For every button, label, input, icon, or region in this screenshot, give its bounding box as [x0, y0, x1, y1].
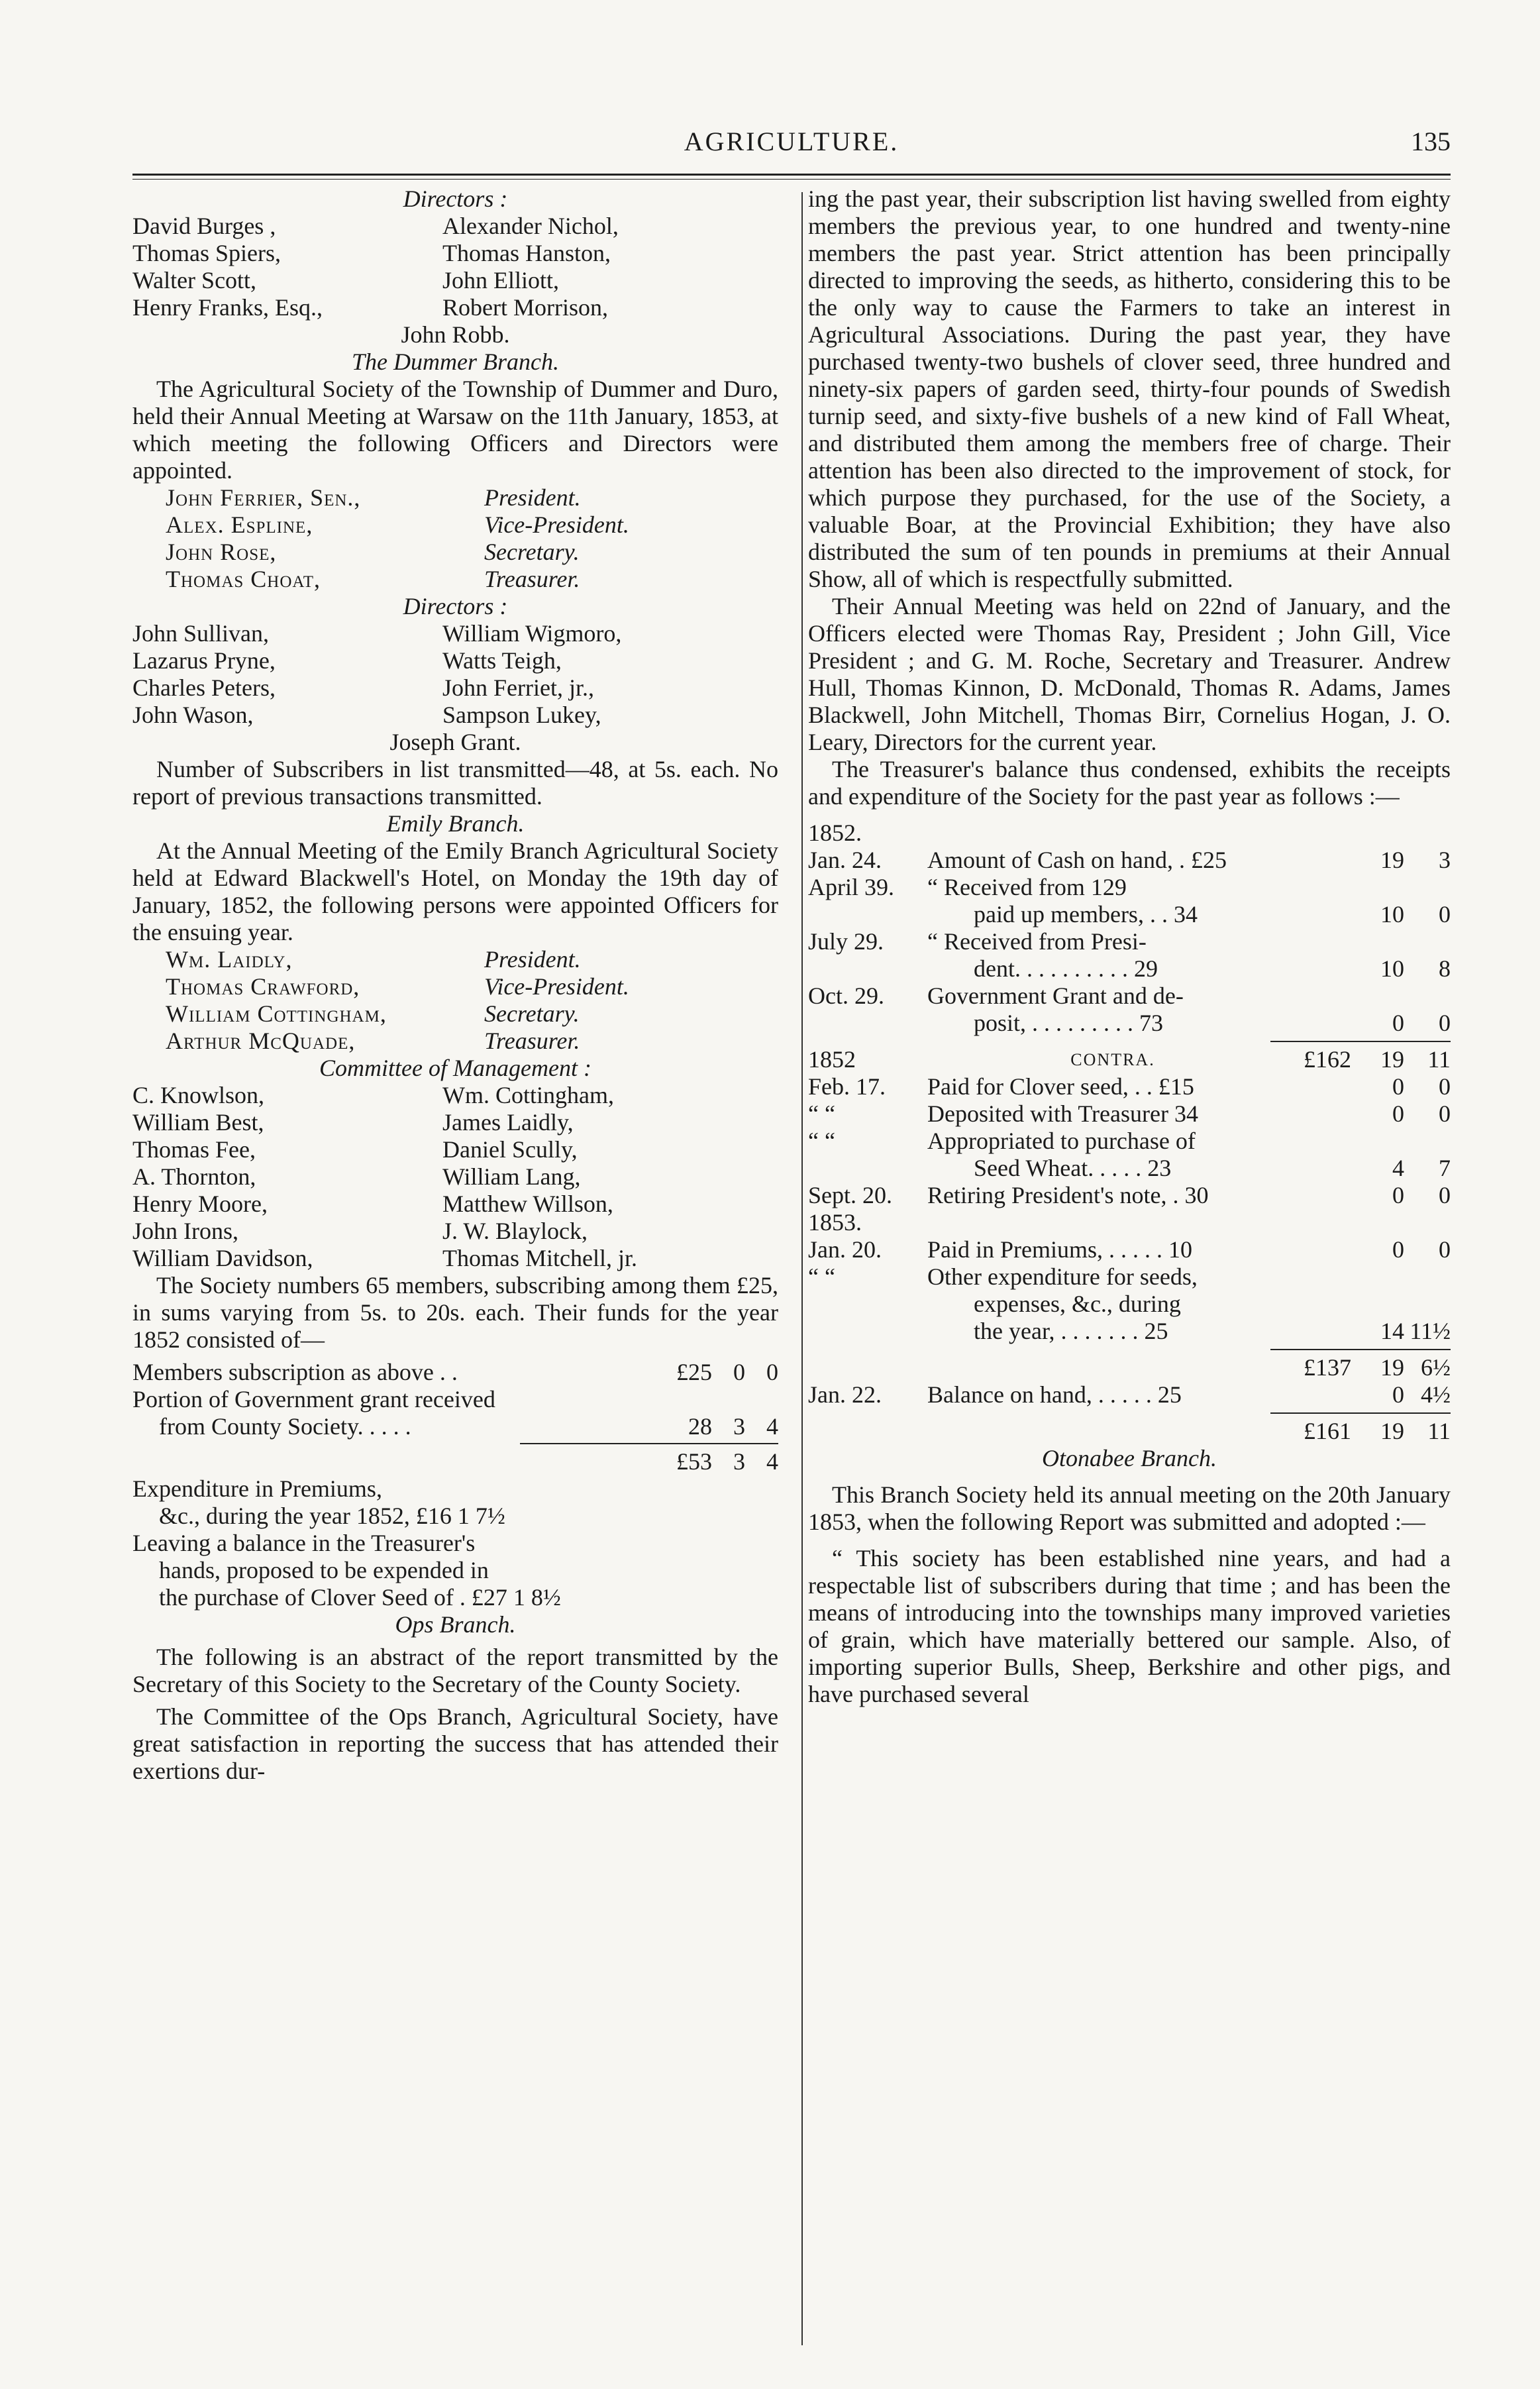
- ledger-desc: posit, . . . . . . . . . 73: [974, 1010, 1164, 1036]
- ledger-pounds: [1298, 1073, 1351, 1100]
- committee-member-name: Thomas Fee,: [132, 1136, 256, 1163]
- ledger-date: July 29.: [808, 928, 884, 955]
- ledger-pounds: £53: [676, 1448, 712, 1475]
- director-name: Lazarus Pryne,: [132, 647, 276, 674]
- ledger-pence: [1404, 1209, 1451, 1236]
- officer-name: Thomas Crawford,: [166, 973, 360, 1000]
- ledger-shillings: [1351, 1291, 1404, 1318]
- ledger-shillings: 0: [1392, 1182, 1404, 1208]
- ledger-pence: 8: [1439, 955, 1451, 982]
- ledger-shillings: 3: [733, 1413, 745, 1440]
- ledger-shillings: [1351, 1263, 1404, 1291]
- ledger-shillings: [1351, 928, 1404, 955]
- committee-member-name: James Laidly,: [442, 1109, 574, 1136]
- sum-rule: [520, 1443, 778, 1444]
- emily-officers: [132, 946, 778, 1055]
- committee-heading: Committee of Management :: [319, 1055, 591, 1081]
- ledger-pence: 11½: [1410, 1318, 1451, 1344]
- ledger-desc: Deposited with Treasurer 34: [927, 1100, 1198, 1127]
- ledger-desc: Balance on hand, . . . . . 25: [927, 1381, 1182, 1408]
- director-name: John Robb.: [401, 321, 510, 348]
- ledger-pounds: [662, 1386, 712, 1413]
- ledger-date: [808, 1291, 927, 1318]
- left-column: [132, 186, 778, 1785]
- ledger-pounds: [1298, 901, 1351, 928]
- ledger-pence: [1404, 1263, 1451, 1291]
- ledger-desc: Amount of Cash on hand, . £25: [927, 847, 1227, 873]
- ledger-date: [808, 901, 927, 928]
- ledger-pounds: £161: [1304, 1418, 1351, 1444]
- director-name: Watts Teigh,: [442, 647, 562, 674]
- otonabee-paragraph: This Branch Society held its annual meeting on the 20th January 1853, when the following Report was submitted and adopted :—: [808, 1481, 1451, 1535]
- ledger-pence: 3: [1439, 847, 1451, 873]
- ledger-pence: [1404, 982, 1451, 1010]
- ledger-desc: paid up members, . . 34: [974, 901, 1198, 928]
- ledger-pounds: [1298, 1236, 1351, 1263]
- ledger-pounds: [1298, 1263, 1351, 1291]
- ledger-desc: [927, 1209, 1298, 1236]
- directors-list: [132, 620, 778, 729]
- committee-member-name: William Best,: [132, 1109, 264, 1136]
- account-year: 1852: [808, 1046, 856, 1073]
- officer-title: Vice-President.: [484, 511, 629, 538]
- director-name: Robert Morrison,: [442, 294, 608, 321]
- officer-title: President.: [484, 946, 581, 973]
- ledger-pounds: [1298, 1128, 1351, 1155]
- ledger-desc: Government Grant and de-: [927, 982, 1184, 1009]
- ledger-label: from County Society. . . . .: [159, 1413, 411, 1440]
- ledger-shillings: [1351, 982, 1404, 1010]
- page-number: 135: [1411, 127, 1451, 156]
- ledger-pence: 4½: [1421, 1381, 1451, 1408]
- ledger-shillings: 0: [733, 1359, 745, 1385]
- balance-paragraph: The Treasurer's balance thus condensed, exhibits the receipts and expenditure of the Society for the past year as follows :—: [808, 756, 1451, 810]
- director-name: Alexander Nichol,: [442, 213, 619, 239]
- ledger-pounds: [1298, 1318, 1351, 1345]
- dummer-paragraph: The Agricultural Society of the Township of Dummer and Duro, held their Annual Meeting at Warsaw on the 11th January, 1853, at which meeting the following Officers and Directors were appointed.: [132, 376, 778, 484]
- ledger-date: [808, 1010, 927, 1037]
- ledger-shillings: 10: [1380, 955, 1404, 982]
- committee-member-name: C. Knowlson,: [132, 1082, 265, 1108]
- ledger-date: [808, 1155, 927, 1182]
- ledger-desc: “ Received from 129: [927, 874, 1127, 900]
- ledger-pounds: 28: [688, 1413, 712, 1440]
- ledger-shillings: 10: [1380, 901, 1404, 928]
- ledger-pence: 0: [1439, 1182, 1451, 1208]
- ledger-pence: 0: [1439, 1100, 1451, 1127]
- officer-title: President.: [484, 484, 581, 511]
- ledger-pounds: [1298, 1100, 1351, 1128]
- directors-heading: Directors :: [403, 593, 508, 619]
- ledger-desc: the year, . . . . . . . 25: [974, 1318, 1168, 1344]
- meeting-paragraph: Their Annual Meeting was held on 22nd of January, and the Officers elected were Thomas Ray, President ; John Gill, Vice President ; and G. M. Roche, Secretary and Treasurer. Andrew Hull, Thomas Kinnon, D. McDonald, Thomas R. Adams, James Blackwell, John Mitchell, Thomas Birr, Cornelius Hogan, J. O. Leary, Directors for the current year.: [808, 593, 1451, 755]
- ledger-pence: 4: [766, 1448, 778, 1475]
- ledger-pence: 11: [1427, 1046, 1451, 1073]
- committee-member-name: William Davidson,: [132, 1245, 313, 1271]
- ledger-desc: “ Received from Presi-: [927, 928, 1147, 955]
- ledger-desc: dent. . . . . . . . . . 29: [974, 955, 1158, 982]
- committee-member-name: Wm. Cottingham,: [442, 1082, 614, 1108]
- ledger-pence: 0: [766, 1359, 778, 1385]
- header-title: AGRICULTURE.: [684, 127, 899, 156]
- ledger-date: Jan. 24.: [808, 847, 882, 873]
- officer-title: Vice-President.: [484, 973, 629, 1000]
- ops-paragraph: The Committee of the Ops Branch, Agricultural Society, have great satisfaction in reporting the success that has attended their exertions dur-: [132, 1703, 778, 1784]
- header-rule-thin: [132, 179, 1451, 180]
- ledger-date: “ “: [808, 1128, 835, 1154]
- officer-title: Secretary.: [484, 1000, 580, 1027]
- ledger-pounds: [1298, 955, 1351, 982]
- ledger-date: “ “: [808, 1263, 835, 1290]
- ledger-shillings: 0: [1392, 1010, 1404, 1036]
- officer-name: John Ferrier, Sen.,: [166, 484, 361, 511]
- ledger-pence: [745, 1386, 778, 1413]
- ledger-date: [808, 1318, 927, 1345]
- ledger-date: Sept. 20.: [808, 1182, 893, 1208]
- ledger-desc: Seed Wheat. . . . . 23: [974, 1155, 1172, 1181]
- director-name: David Burges ,: [132, 213, 276, 239]
- ledger-pence: [1404, 1291, 1451, 1318]
- director-name: Thomas Spiers,: [132, 240, 281, 266]
- director-name: Joseph Grant.: [389, 729, 521, 755]
- ledger-pence: [1404, 874, 1451, 901]
- ledger-pence: [1404, 928, 1451, 955]
- subscribers-paragraph: Number of Subscribers in list transmitted—48, at 5s. each. No report of previous transactions transmitted.: [132, 756, 778, 810]
- header-rule: [132, 174, 1451, 176]
- ledger-pounds: [1298, 874, 1351, 901]
- funds-total-row: [132, 1448, 778, 1475]
- ledger-pounds: [1298, 982, 1351, 1010]
- ledger-shillings: 19: [1380, 847, 1404, 873]
- ledger-pounds: [1298, 928, 1351, 955]
- sum-rule: [1270, 1349, 1451, 1350]
- ledger-pence: 6½: [1421, 1354, 1451, 1381]
- ledger-shillings: 0: [1392, 1236, 1404, 1263]
- director-name: Sampson Lukey,: [442, 702, 601, 728]
- sum-rule: [1270, 1412, 1451, 1414]
- ledger-desc: Retiring President's note, . 30: [927, 1182, 1209, 1208]
- ledger-shillings: 3: [733, 1448, 745, 1475]
- officer-name: Wm. Laidly,: [166, 946, 293, 973]
- officer-name: John Rose,: [166, 539, 277, 565]
- ledger-pence: 0: [1439, 1236, 1451, 1263]
- ledger-desc: Other expenditure for seeds,: [927, 1263, 1198, 1290]
- director-name: Walter Scott,: [132, 267, 257, 293]
- officer-title: Secretary.: [484, 539, 580, 565]
- society-paragraph: The Society numbers 65 members, subscribing among them £25, in sums varying from 5s. to 20s. each. Their funds for the year 1852 consisted of—: [132, 1272, 778, 1353]
- ledger-shillings: 0: [1392, 1381, 1404, 1408]
- payments-ledger: [808, 1073, 1451, 1345]
- committee-member-name: Daniel Scully,: [442, 1136, 578, 1163]
- director-name: Thomas Hanston,: [442, 240, 611, 266]
- ledger-shillings: 19: [1380, 1354, 1404, 1381]
- directors-list: [132, 213, 778, 321]
- ledger-shillings: [1351, 1209, 1404, 1236]
- director-name: William Wigmoro,: [442, 620, 622, 647]
- section-heading-otonabee: Otonabee Branch.: [1042, 1445, 1217, 1471]
- otonabee-quote: “ This society has been established nine years, and had a respectable list of subscribers during that time ; and has been the means of introducing into the townships many improved varieties of grain, which have materially bettered our sample. Also, of importing superior Bulls, Sheep, Berkshire and other pigs, and have purchased several: [808, 1545, 1451, 1707]
- dummer-officers: [132, 484, 778, 593]
- ledger-shillings: 19: [1380, 1046, 1404, 1073]
- column-divider: [801, 192, 803, 2345]
- ledger-pounds: £162: [1304, 1046, 1351, 1073]
- ledger-shillings: 4: [1392, 1155, 1404, 1181]
- ledger-pence: 0: [1439, 1010, 1451, 1036]
- officer-title: Treasurer.: [484, 1028, 580, 1054]
- funds-ledger: [132, 1359, 778, 1440]
- ledger-label: Members subscription as above . .: [132, 1359, 458, 1385]
- ledger-date: Oct. 29.: [808, 982, 884, 1009]
- ledger-pence: 0: [1439, 901, 1451, 928]
- balance-line: the purchase of Clover Seed of . £27 1 8½: [159, 1584, 561, 1611]
- officer-name: Thomas Choat,: [166, 566, 321, 592]
- ledger-pence: 11: [1427, 1418, 1451, 1444]
- right-column: [808, 186, 1451, 1708]
- ops-paragraph: The following is an abstract of the report transmitted by the Secretary of this Society to the Secretary of the County Society.: [132, 1644, 778, 1697]
- committee-member-name: Henry Moore,: [132, 1191, 268, 1217]
- ledger-date: [808, 955, 927, 982]
- ledger-shillings: [1351, 874, 1404, 901]
- balance-line: Leaving a balance in the Treasurer's: [132, 1530, 476, 1556]
- director-name: Henry Franks, Esq.,: [132, 294, 323, 321]
- expenditure-line: &c., during the year 1852, £16 1 7½: [159, 1503, 505, 1529]
- section-heading-ops: Ops Branch.: [395, 1611, 516, 1638]
- director-name: Charles Peters,: [132, 674, 276, 701]
- director-name: John Wason,: [132, 702, 254, 728]
- ledger-desc: Appropriated to purchase of: [927, 1128, 1196, 1154]
- grand-total-row: [808, 1418, 1451, 1445]
- officer-name: William Cottingham,: [166, 1000, 387, 1027]
- director-name: John Sullivan,: [132, 620, 270, 647]
- ledger-shillings: [1351, 1128, 1404, 1155]
- contra-label: CONTRA.: [1070, 1050, 1155, 1069]
- ledger-pounds: £137: [1304, 1354, 1351, 1381]
- section-heading-dummer: The Dummer Branch.: [352, 348, 559, 375]
- expenditure-line: Expenditure in Premiums,: [132, 1475, 382, 1502]
- balance-line: hands, proposed to be expended in: [159, 1557, 489, 1583]
- directors-heading: Directors :: [403, 186, 508, 212]
- section-heading-emily: Emily Branch.: [386, 810, 525, 837]
- ledger-pence: 4: [766, 1413, 778, 1440]
- ledger-shillings: 0: [1392, 1073, 1404, 1100]
- committee-member-name: William Lang,: [442, 1163, 581, 1190]
- ledger-desc: Paid for Clover seed, . . £15: [927, 1073, 1194, 1100]
- ledger-pounds: £25: [676, 1359, 712, 1385]
- ledger-pence: [1404, 1128, 1451, 1155]
- ledger-date: “ “: [808, 1100, 835, 1127]
- ledger-shillings: 14: [1380, 1318, 1404, 1344]
- officer-name: Alex. Espline,: [166, 511, 313, 538]
- ledger-pounds: [1298, 1291, 1351, 1318]
- committee-list: [132, 1082, 778, 1272]
- ledger-pounds: [1298, 1010, 1351, 1037]
- officer-title: Treasurer.: [484, 566, 580, 592]
- ledger-date: 1853.: [808, 1209, 862, 1236]
- ledger-pounds: [1298, 847, 1351, 874]
- ledger-pounds: [1298, 1182, 1351, 1209]
- ledger-date: April 39.: [808, 874, 894, 900]
- ledger-pence: 7: [1439, 1155, 1451, 1181]
- committee-member-name: Matthew Willson,: [442, 1191, 613, 1217]
- ledger-desc: Paid in Premiums, . . . . . 10: [927, 1236, 1193, 1263]
- receipts-ledger: [808, 847, 1451, 1037]
- contra-row: [808, 1046, 1451, 1073]
- ledger-shillings: [712, 1386, 745, 1413]
- ledger-date: Feb. 17.: [808, 1073, 886, 1100]
- ledger-shillings: 19: [1380, 1418, 1404, 1444]
- ledger-date: Jan. 22.: [808, 1381, 882, 1408]
- director-name: John Ferriet, jr.,: [442, 674, 594, 701]
- director-name: John Elliott,: [442, 267, 560, 293]
- running-header: [132, 126, 1451, 166]
- account-year: 1852.: [808, 820, 862, 846]
- ledger-label: Portion of Government grant received: [132, 1386, 495, 1412]
- sum-rule: [1270, 1041, 1451, 1042]
- ledger-desc: expenses, &c., during: [974, 1291, 1181, 1317]
- officer-name: Arthur McQuade,: [166, 1028, 356, 1054]
- ledger-pounds: [1298, 1155, 1351, 1182]
- ops-continuation-paragraph: ing the past year, their subscription list having swelled from eighty members the previous year, to one hundred and twenty-nine members the past year. Strict attention has been principally directed to improving the seeds, as hitherto, considering this to be the only way to cause the Farmers to take an interest in Agricultural Associations. During the past year, they have purchased twenty-two bushels of clover seed, three hundred and ninety-six papers of garden seed, thirty-four pounds of Swedish turnip seed, and sixty-five bushels of a new kind of Fall Wheat, and distributed them among the members free of charge. Their attention has been also directed to the improvement of stock, for which purpose they purchased, for the use of the Society, a valuable Boar, at the Provincial Exhibition; they have also distributed the sum of ten pounds in premiums at their Annual Show, all of which is respectfully submitted.: [808, 186, 1451, 592]
- ledger-date: Jan. 20.: [808, 1236, 882, 1263]
- emily-paragraph: At the Annual Meeting of the Emily Branch Agricultural Society held at Edward Blackwell's Hotel, on Monday the 19th day of January, 1852, the following persons were appointed Officers for the ensuing year.: [132, 837, 778, 945]
- committee-member-name: A. Thornton,: [132, 1163, 256, 1190]
- balance-row: [808, 1381, 1451, 1408]
- committee-member-name: Thomas Mitchell, jr.: [442, 1245, 637, 1271]
- ledger-pence: 0: [1439, 1073, 1451, 1100]
- ledger-pounds: [1298, 1209, 1351, 1236]
- committee-member-name: John Irons,: [132, 1218, 238, 1244]
- subtotal-row: [808, 1354, 1451, 1381]
- ledger-shillings: 0: [1392, 1100, 1404, 1127]
- committee-member-name: J. W. Blaylock,: [442, 1218, 588, 1244]
